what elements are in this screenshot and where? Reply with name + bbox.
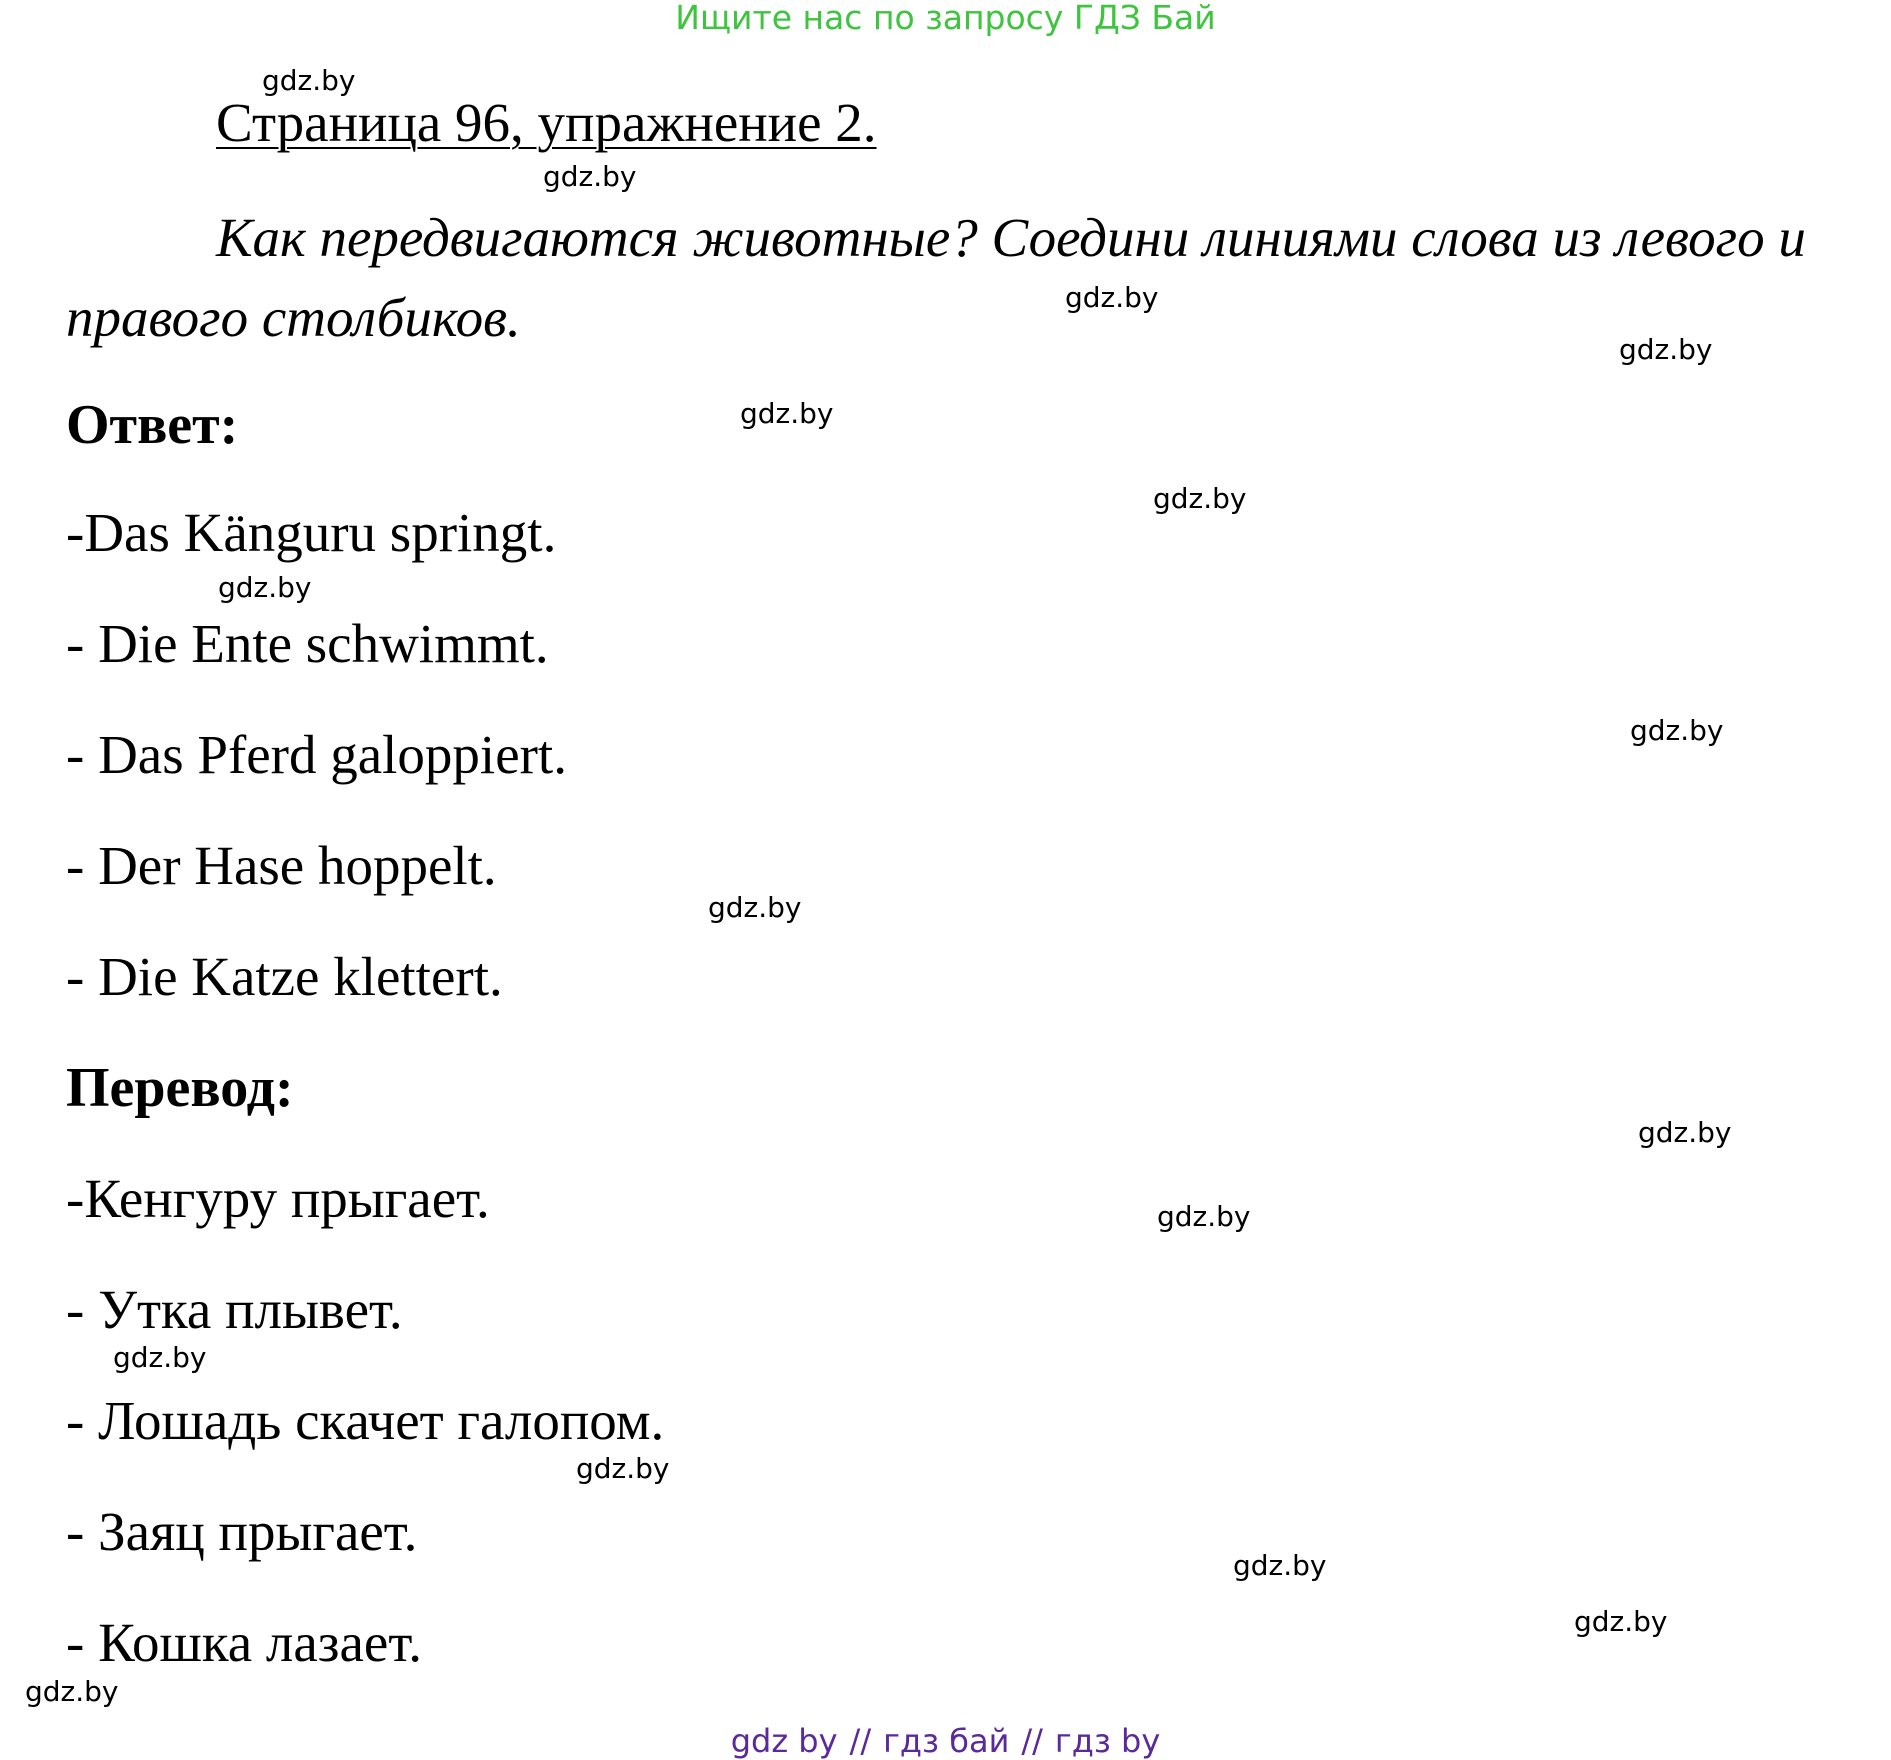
watermark: gdz.by [1638,1116,1732,1149]
answer-line: - Das Pferd galoppiert. [66,724,567,785]
search-banner: Ищите нас по запросу ГДЗ Бай [675,0,1216,37]
watermark: gdz.by [1619,333,1713,366]
answer-line: - Die Ente schwimmt. [66,613,549,674]
footer-link[interactable]: gdz by [730,1722,838,1760]
watermark: gdz.by [1065,281,1159,314]
footer-separator: // [849,1722,872,1760]
watermark: gdz.by [708,891,802,924]
watermark: gdz.by [113,1341,207,1374]
watermark: gdz.by [1153,482,1247,515]
translation-line: - Кошка лазает. [66,1612,422,1673]
watermark: gdz.by [740,397,834,430]
watermark: gdz.by [25,1675,119,1708]
translation-heading: Перевод: [66,1057,294,1119]
footer-link[interactable]: гдз by [1054,1722,1161,1760]
watermark: gdz.by [1233,1549,1327,1582]
footer-link[interactable]: гдз бай [883,1722,1010,1760]
watermark: gdz.by [262,64,356,97]
watermark: gdz.by [543,160,637,193]
watermark: gdz.by [1574,1605,1668,1638]
page-title: Страница 96, упражнение 2. [216,92,877,153]
answer-heading: Ответ: [66,394,239,456]
watermark: gdz.by [1157,1200,1251,1233]
translation-line: - Лошадь скачет галопом. [66,1390,665,1451]
answer-line: -Das Känguru springt. [66,502,557,563]
watermark: gdz.by [576,1452,670,1485]
footer-links [0,1723,1891,1759]
translation-line: -Кенгуру прыгает. [66,1168,490,1229]
watermark: gdz.by [218,571,312,604]
task-text: Как передвигаются животные? Соедини линиями слова из левого и правого столбиков. [66,207,1806,348]
watermark: gdz.by [1630,714,1724,747]
answer-line: - Der Hase hoppelt. [66,835,497,896]
translation-line: - Заяц прыгает. [66,1501,418,1562]
translation-line: - Утка плывет. [66,1279,403,1340]
footer-separator: // [1021,1722,1043,1760]
answer-line: - Die Katze klettert. [66,946,503,1007]
